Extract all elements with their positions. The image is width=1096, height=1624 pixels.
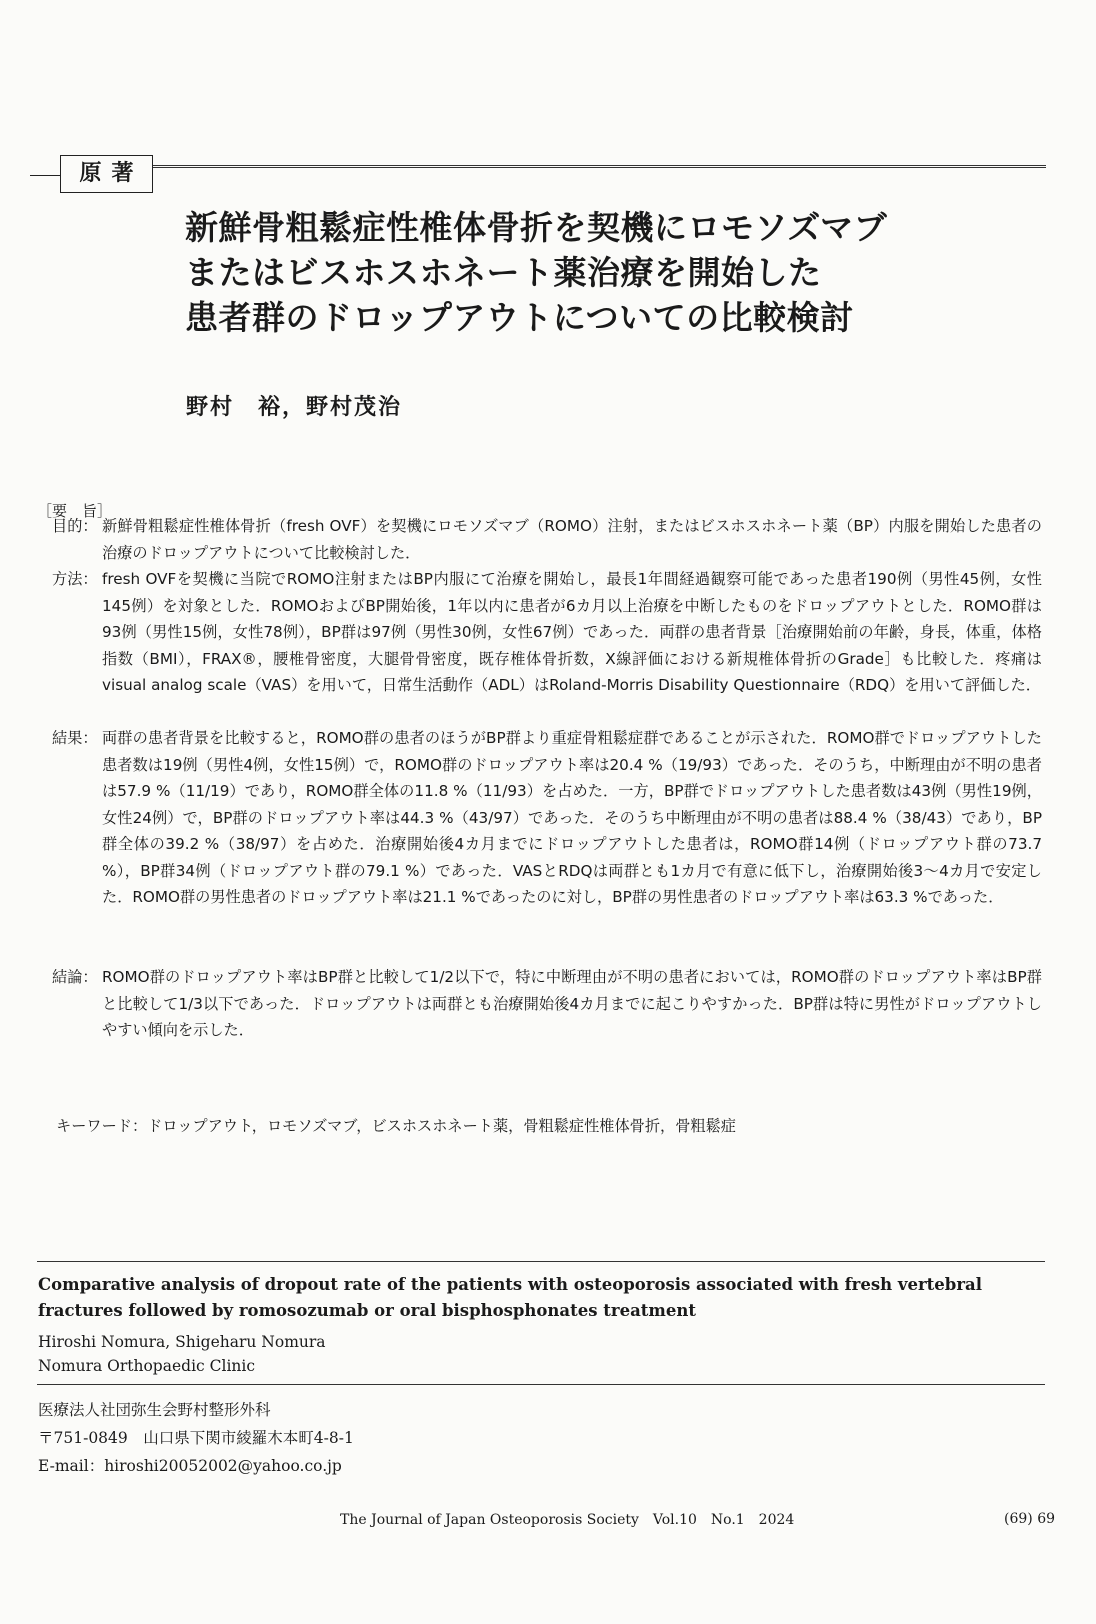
contact-address: 〒751-0849 山口県下関市綾羅木本町4-8-1: [38, 1429, 354, 1447]
section-label: 原著: [60, 155, 153, 193]
contact-institution: 医療法人社団弥生会野村整形外科: [38, 1401, 271, 1419]
divider: [37, 1261, 1045, 1262]
title-line: またはビスホスホネート薬治療を開始した: [185, 253, 822, 292]
title-line: 新鮮骨粗鬆症性椎体骨折を契機にロモソズマブ: [185, 208, 888, 247]
section-heading: 方法：: [52, 570, 98, 588]
section-text: 新鮮骨粗鬆症性椎体骨折（fresh OVF）を契機にロモソズマブ（ROMO）注射，またはビスホスホネート薬（BP）内服を開始した患者の治療のドロップアウトについて比較検討した．: [102, 517, 1042, 562]
abstract-section-results: [52, 725, 1042, 911]
contact-email: E-mail：hiroshi20052002@yahoo.co.jp: [38, 1457, 342, 1475]
section-heading: 目的：: [52, 517, 98, 535]
abstract-section-conclusion: [52, 964, 1042, 1044]
keywords: キーワード：ドロップアウト，ロモソズマブ，ビスホスホネート薬，骨粗鬆症性椎体骨折，骨粗鬆症: [56, 1117, 736, 1135]
divider: [37, 1384, 1045, 1385]
section-text: ROMO群のドロップアウト率はBP群と比較して1/2以下で，特に中断理由が不明の患者においては，ROMO群のドロップアウト率はBP群と比較して1/3以下であった．ドロップアウトは両群とも治療開始後4カ月までに起こりやすかった．BP群は特に男性がドロップアウトしやすい傾向を示した．: [102, 968, 1042, 1039]
section-text: 両群の患者背景を比較すると，ROMO群の患者のほうがBP群より重症骨粗鬆症群であることが示された．ROMO群でドロップアウトした患者数は19例（男性4例，女性15例）で，ROMO群のドロップアウト率は20.4 %（19/93）であった．そのうち，中断理由が不明の患者は57.9 %（11/19）であり，ROMO群全体の11.8 %（11/93）を占めた．一方，BP群でドロップアウトした患者数は43例（男性19例，女性24例）で，BP群のドロップアウト率は44.3 %（43/97）であった．そのうち中断理由が不明の患者は88.4 %（38/43）であり，BP群全体の39.2 %（38/97）を占めた．治療開始後4カ月までにドロップアウトした患者は，ROMO群14例（ドロップアウト群の73.7 %），BP群34例（ドロップアウト群の79.1 %）であった．VASとRDQは両群とも1カ月で有意に低下し，治療開始後3～4カ月で安定した．ROMO群の男性患者のドロップアウト率は21.1 %であったのに対し，BP群の男性患者のドロップアウト率は63.3 %であった．: [102, 729, 1042, 906]
english-authors: Hiroshi Nomura, Shigeharu Nomura: [38, 1333, 326, 1351]
english-title: Comparative analysis of dropout rate of the patients with osteoporosis associated with fresh vertebral fractures followed by romosozumab or oral bisphosphonates treatment: [38, 1275, 982, 1320]
article-title: [185, 205, 1045, 340]
english-affiliation: Nomura Orthopaedic Clinic: [38, 1357, 256, 1375]
abstract-section-purpose: [52, 513, 1042, 566]
title-line: 患者群のドロップアウトについての比較検討: [185, 298, 854, 337]
section-heading: 結果：: [52, 729, 98, 747]
abstract-heading: ［要 旨］: [37, 502, 113, 520]
abstract-section-methods: [52, 566, 1042, 699]
section-label-line-left: [30, 175, 60, 176]
footer-page-number: (69) 69: [1004, 1511, 1056, 1527]
authors: 野村 裕，野村茂治: [186, 394, 403, 420]
section-heading: 結論：: [52, 968, 98, 986]
section-label-line-right: [153, 165, 1046, 168]
footer-journal: The Journal of Japan Osteoporosis Society Vol.10 No.1 2024: [340, 1512, 795, 1528]
section-text: fresh OVFを契機に当院でROMO注射またはBP内服にて治療を開始し，最長1年間経過観察可能であった患者190例（男性45例，女性145例）を対象とした．ROMOおよびBP開始後，1年以内に患者が6カ月以上治療を中断したものをドロップアウトとした．ROMO群は93例（男性15例，女性78例），BP群は97例（男性30例，女性67例）であった．両群の患者背景［治療開始前の年齢，身長，体重，体格指数（BMI），FRAX®，腰椎骨密度，大腿骨骨密度，既存椎体骨折数，X線評価における新規椎体骨折のGrade］も比較した．疼痛はvisual analog scale（VAS）を用いて，日常生活動作（ADL）はRoland-Morris Disability Questionnaire（RDQ）を用いて評価した．: [102, 570, 1042, 694]
